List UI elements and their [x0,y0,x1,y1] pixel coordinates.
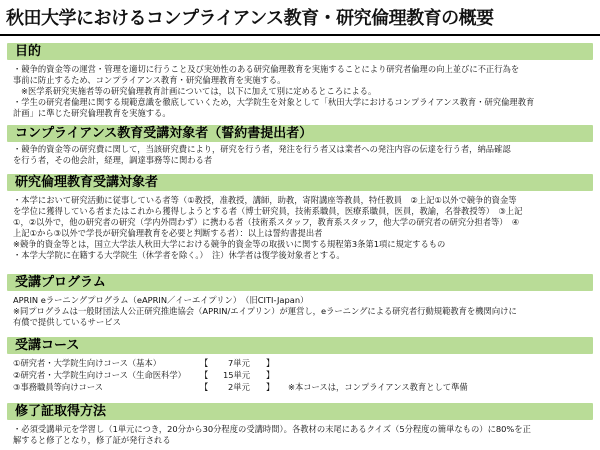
section-header-ethics-targets: 研究倫理教育受講対象者 [7,174,593,191]
section-header-completion: 修了証取得方法 [7,403,593,420]
text-line: ・競争的資金等の研究費に関して，当該研究費により，研究を行う者，発注を行う者又は業者への発注内容の伝達を行う者，納品確認 [13,144,511,154]
text-line: ・競争的資金等の運営・管理を適切に行うこと及び実効性のある研究倫理教育を実施することにより研究者倫理の向上並びに不正行為を [13,64,520,74]
text-line: ・本学大学院に在籍する大学院生（休学者を除く。） 注）休学者は復学後対象者とする。 [13,250,345,260]
text-line: 事前に防止するため、コンプライアンス教育・研究倫理教育を実施する。 [13,75,286,85]
section-body-compliance-targets [13,144,593,166]
text-line: 解すると修了となり，修了証が発行される [13,435,171,445]
text-line: を行う者，その他会計，経理，調達事務等に関わる者 [13,155,213,165]
section-body-program [13,295,593,328]
text-line: 有償で提供しているサービス [13,317,121,327]
text-line: ※同プログラムは一般財団法人公正研究推進協会（APRIN/エイプリン）が運営し，eラーニングによる研究者行動規範教育を機関向けに [13,306,517,316]
course-name: ②研究者・大学院生向けコース（生命医科学） [13,370,186,380]
course-units: 15単元 [223,370,251,380]
section-header-courses: 受講コース [7,337,593,354]
course-bracket-close: 】 [266,370,275,380]
text-line: ・本学において研究活動に従事している者等（①教授，准教授，講師，助教，寄附講座等教員，特任教員 ②上記①以外で競争的資金等 [13,195,517,205]
section-header-compliance-targets: コンプライアンス教育受講対象者（誓約書提出者） [7,125,593,142]
course-row [13,358,573,369]
course-units: 7単元 [228,358,250,368]
course-name: ①研究者・大学院生向けコース（基本） [13,358,162,368]
course-bracket-open: 【 [200,382,209,392]
course-bracket-close: 】 [266,358,275,368]
section-body-ethics-targets [13,195,593,261]
text-line: ①，②以外で，他の研究者の研究（学内外問わず）に携わる者（技術系スタッフ，教育系スタッフ，他大学の研究者の研究分担者等） ④ [13,217,520,227]
section-body-purpose [13,64,593,119]
text-line: ※競争的資金等とは，国立大学法人秋田大学における競争的資金等の取扱いに関する規程第3条第1項に規定するもの [13,239,446,249]
text-line: ・必須受講単元を学習し（1単元につき，20分から30分程度の受講時間）。各教材の末尾にあるクイズ（5分程度の簡単なもの）に80%を正 [13,424,531,434]
text-line: ・学生の研究者倫理に関する規範意識を徹底していくため，大学院生を対象として「秋田大学におけるコンプライアンス教育・研究倫理教育 [13,97,535,107]
text-line: 上記①から③以外で学長が研究倫理教育を必要と判断する者）：以上は誓約書提出者 [13,228,323,238]
text-line: APRIN eラーニングプログラム（eAPRIN／イーエイプリン） （旧CITI-Japan） [13,295,309,305]
course-note: ※本コースは，コンプライアンス教育として準備 [288,382,468,392]
course-row [13,370,573,381]
course-name: ③事務職員等向けコース [13,382,103,392]
course-units: 2単元 [228,382,250,392]
section-body-completion [13,424,593,446]
course-row [13,382,573,393]
course-bracket-close: 】 [266,382,275,392]
page-title: 秋田大学におけるコンプライアンス教育・研究倫理教育の概要 [6,8,494,29]
section-header-program: 受講プログラム [7,274,593,291]
text-line: ※医学系研究実施者等の研究倫理教育計画については，以下に加えて別に定めるところによる。 [21,86,377,96]
course-bracket-open: 【 [200,370,209,380]
text-line: 計画」に準じた研究倫理教育を実施する。 [13,108,171,118]
section-header-purpose: 目的 [7,43,593,60]
course-bracket-open: 【 [200,358,209,368]
text-line: を学位に獲得している者またはこれから獲得しようとする者（博士研究員，技術系職員，医療系職員，医員，教諭，名誉教授等） ③上記 [13,206,523,216]
title-divider [0,34,600,36]
